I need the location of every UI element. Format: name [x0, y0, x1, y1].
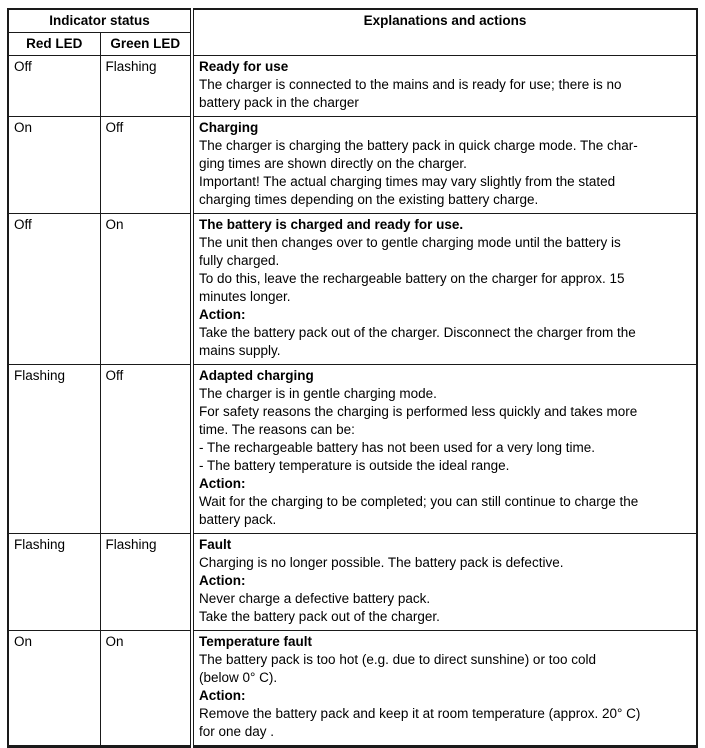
red-led-status: Off — [8, 214, 100, 365]
table-row — [8, 534, 697, 631]
green-led-status: Off — [100, 365, 192, 534]
green-led-status: Flashing — [100, 56, 192, 117]
explanation-heading: Fault — [199, 537, 232, 552]
explanation-cell — [192, 534, 697, 631]
red-led-status: On — [8, 631, 100, 747]
explanation-heading: Action: — [199, 688, 246, 703]
explanation-text: charging times depending on the existing battery charge. — [199, 192, 539, 207]
explanation-heading: Adapted charging — [199, 368, 314, 383]
green-led-status: On — [100, 214, 192, 365]
explanation-text: The unit then changes over to gentle charging mode until the battery is — [199, 235, 621, 250]
header-row-group — [8, 9, 697, 33]
header-explanations-and-actions: Explanations and actions — [192, 9, 697, 56]
explanation-heading: The battery is charged and ready for use. — [199, 217, 464, 232]
red-led-status: On — [8, 117, 100, 214]
explanation-text: Important! The actual charging times may vary slightly from the stated — [199, 174, 616, 189]
header-green-led: Green LED — [100, 33, 192, 56]
explanation-heading: Ready for use — [199, 59, 289, 74]
explanation-text: Wait for the charging to be completed; you can still continue to charge the — [199, 494, 639, 509]
explanation-text: for one day . — [199, 724, 275, 739]
indicator-status-table — [7, 8, 698, 748]
explanation-text: - The battery temperature is outside the ideal range. — [199, 458, 510, 473]
table-row — [8, 117, 697, 214]
red-led-status: Flashing — [8, 534, 100, 631]
explanation-heading: Action: — [199, 573, 246, 588]
explanation-text: battery pack. — [199, 512, 277, 527]
green-led-status: On — [100, 631, 192, 747]
explanation-heading: Charging — [199, 120, 259, 135]
explanation-text: Remove the battery pack and keep it at room temperature (approx. 20° C) — [199, 706, 641, 721]
explanation-cell — [192, 365, 697, 534]
green-led-status: Flashing — [100, 534, 192, 631]
explanation-heading: Action: — [199, 307, 246, 322]
explanation-text: The charger is charging the battery pack in quick charge mode. The char- — [199, 138, 638, 153]
table-row — [8, 56, 697, 117]
explanation-text: mains supply. — [199, 343, 281, 358]
explanation-cell — [192, 56, 697, 117]
explanation-text: battery pack in the charger — [199, 95, 359, 110]
table-row — [8, 214, 697, 365]
explanation-heading: Action: — [199, 476, 246, 491]
explanation-text: The charger is connected to the mains and is ready for use; there is no — [199, 77, 622, 92]
header-indicator-status: Indicator status — [8, 9, 192, 33]
explanation-text: The battery pack is too hot (e.g. due to direct sunshine) or too cold — [199, 652, 596, 667]
explanation-cell — [192, 214, 697, 365]
explanation-text: Never charge a defective battery pack. — [199, 591, 431, 606]
red-led-status: Off — [8, 56, 100, 117]
explanation-heading: Temperature fault — [199, 634, 313, 649]
explanation-text: Take the battery pack out of the charger. — [199, 609, 440, 624]
explanation-text: Take the battery pack out of the charger. Disconnect the charger from the — [199, 325, 636, 340]
explanation-text: Charging is no longer possible. The battery pack is defective. — [199, 555, 564, 570]
explanation-text: ging times are shown directly on the charger. — [199, 156, 467, 171]
table-row — [8, 631, 697, 747]
green-led-status: Off — [100, 117, 192, 214]
explanation-cell — [192, 631, 697, 747]
explanation-text: The charger is in gentle charging mode. — [199, 386, 437, 401]
table-row — [8, 365, 697, 534]
explanation-text: To do this, leave the rechargeable battery on the charger for approx. 15 — [199, 271, 625, 286]
table-header — [8, 9, 697, 56]
explanation-cell — [192, 117, 697, 214]
explanation-text: - The rechargeable battery has not been used for a very long time. — [199, 440, 595, 455]
explanation-text: For safety reasons the charging is performed less quickly and takes more — [199, 404, 638, 419]
explanation-text: minutes longer. — [199, 289, 291, 304]
explanation-text: time. The reasons can be: — [199, 422, 355, 437]
explanation-text: (below 0° C). — [199, 670, 278, 685]
table-body — [8, 56, 697, 747]
red-led-status: Flashing — [8, 365, 100, 534]
header-red-led: Red LED — [8, 33, 100, 56]
explanation-text: fully charged. — [199, 253, 280, 268]
